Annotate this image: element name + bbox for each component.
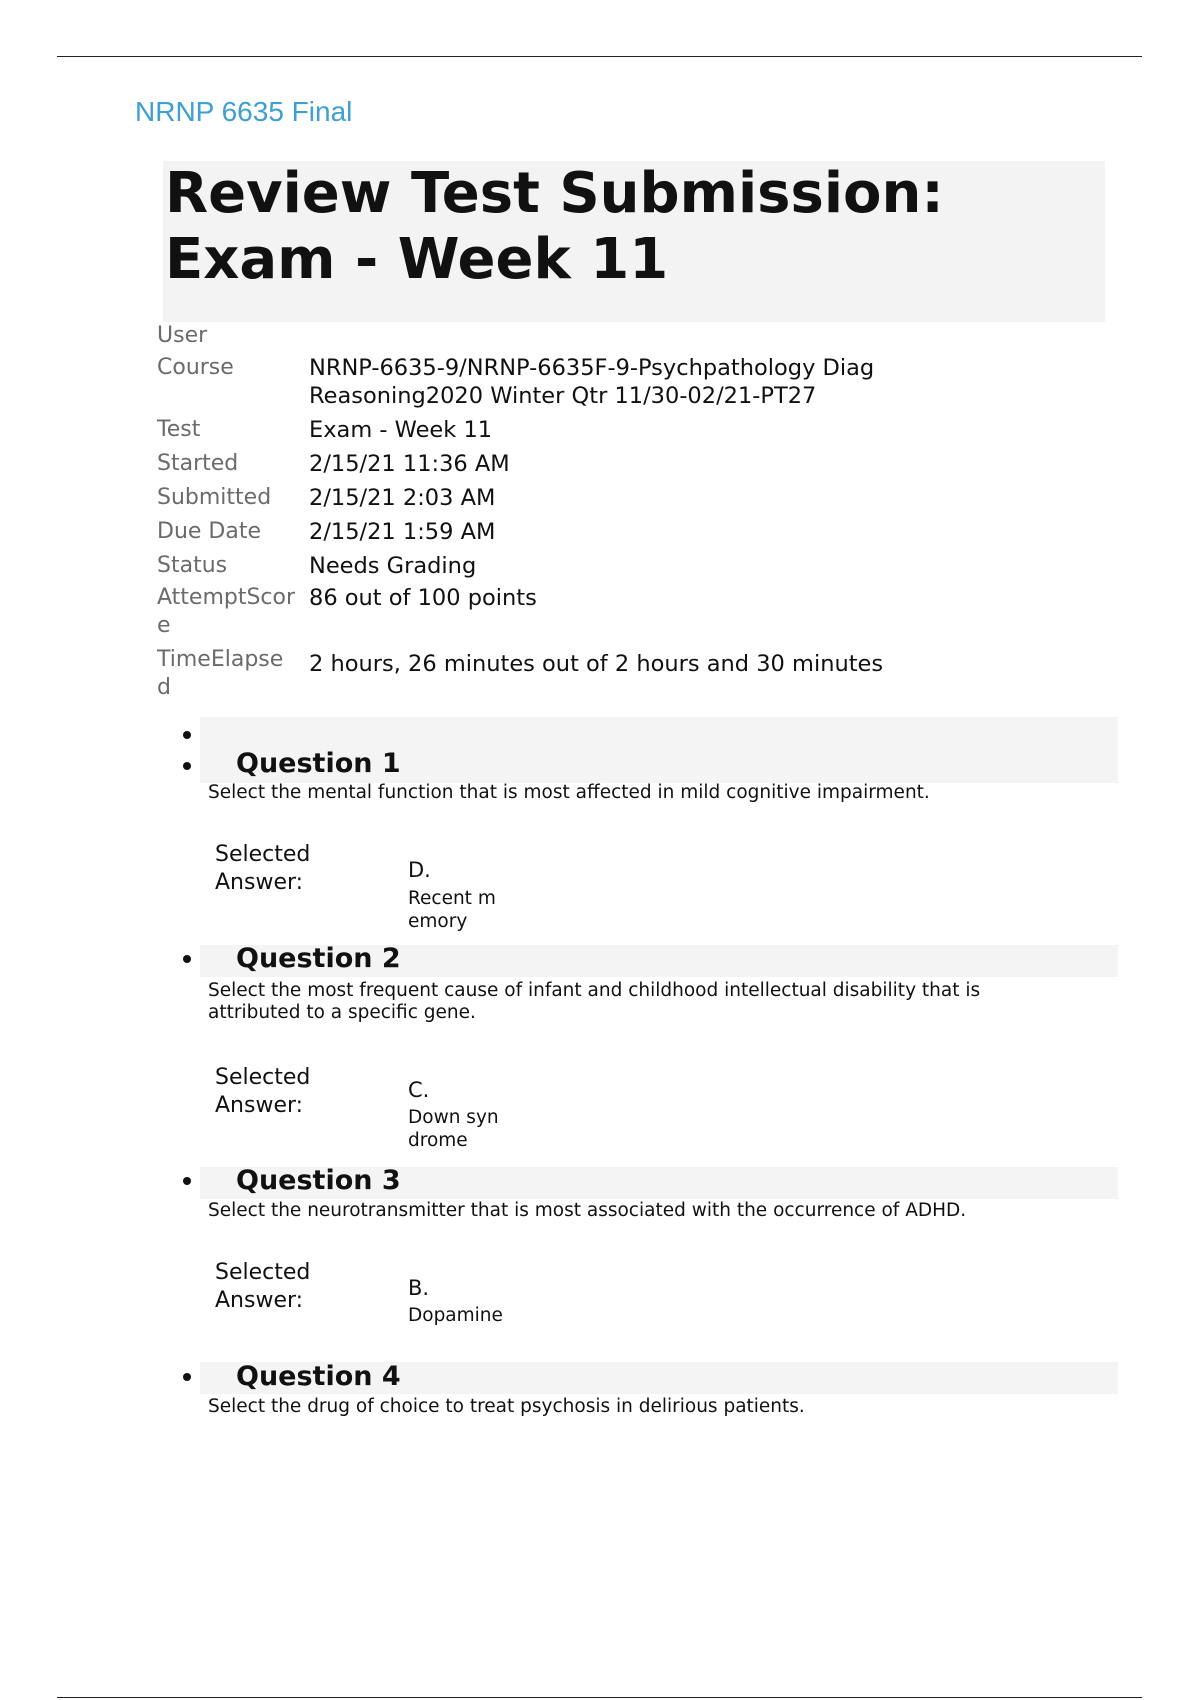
question-text: Select the most frequent cause of infant and childhood intellectual disability that is attributed to a specific gene. — [208, 980, 981, 1023]
meta-label: Test — [157, 417, 201, 442]
page-heading-line2: Exam - Week 11 — [165, 227, 669, 292]
meta-label: User — [157, 323, 208, 348]
question-title: Question 4 — [236, 1361, 401, 1392]
answer-letter: C. — [408, 1078, 430, 1102]
list-bullet — [183, 955, 195, 967]
answer-letter: B. — [408, 1276, 430, 1300]
answer-text: Dopamine — [408, 1305, 503, 1326]
meta-label: Status — [157, 553, 228, 578]
meta-label: Started — [157, 451, 239, 476]
question-title: Question 1 — [236, 748, 401, 779]
answer-letter: D. — [408, 858, 431, 882]
selected-answer-label: Selected Answer: — [215, 842, 311, 895]
meta-value: 2/15/21 2:03 AM — [309, 485, 496, 511]
meta-value: 2 hours, 26 minutes out of 2 hours and 30 minutes — [309, 651, 884, 677]
question-text: Select the neurotransmitter that is most associated with the occurrence of ADHD. — [208, 1200, 967, 1221]
document-title: NRNP 6635 Final — [135, 96, 353, 127]
meta-label: TimeElapsed — [157, 647, 284, 700]
bottom-divider — [57, 1697, 1142, 1698]
meta-label: Course — [157, 355, 234, 380]
meta-label: Submitted — [157, 485, 272, 510]
selected-answer-label: Selected Answer: — [215, 1260, 311, 1313]
meta-value: 2/15/21 11:36 AM — [309, 451, 510, 477]
list-bullet — [183, 1177, 195, 1189]
list-bullet — [183, 762, 195, 774]
meta-value: Exam - Week 11 — [309, 417, 493, 443]
answer-text: Down syndrome — [408, 1107, 499, 1151]
selected-answer-label: Selected Answer: — [215, 1065, 311, 1118]
list-bullet — [183, 1373, 195, 1385]
question-title: Question 3 — [236, 1165, 401, 1196]
meta-value: 86 out of 100 points — [309, 585, 537, 611]
question-text: Select the mental function that is most affected in mild cognitive impairment. — [208, 782, 930, 803]
meta-value: 2/15/21 1:59 AM — [309, 519, 496, 545]
question-text: Select the drug of choice to treat psychosis in delirious patients. — [208, 1396, 805, 1417]
page-heading-line1: Review Test Submission: — [165, 161, 944, 226]
meta-value: Needs Grading — [309, 553, 477, 579]
answer-text: Recent memory — [408, 888, 496, 932]
list-bullet — [183, 731, 195, 743]
meta-label: Due Date — [157, 519, 261, 544]
meta-value: NRNP-6635-9/NRNP-6635F-9-Psychpathology Diag Reasoning2020 Winter Qtr 11/30-02/21-PT27 — [309, 355, 875, 409]
question-title: Question 2 — [236, 943, 401, 974]
meta-label: AttemptScore — [157, 585, 296, 638]
